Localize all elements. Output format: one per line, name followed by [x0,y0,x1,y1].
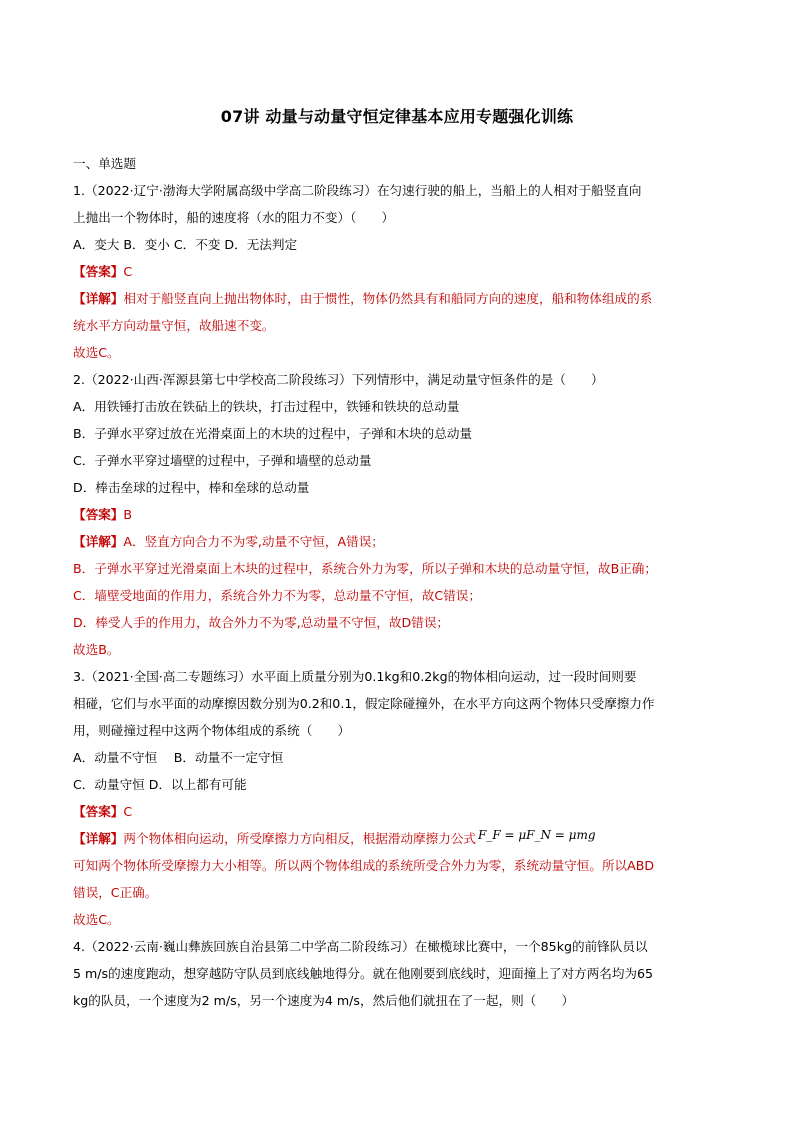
question-options-line: A．用铁锤打击放在铁砧上的铁块，打击过程中，铁锤和铁块的总动量 [73,399,460,414]
question-stem-line: 上抛出一个物体时，船的速度将（水的阻力不变）（ ） [73,210,395,225]
detail-line [73,528,733,555]
question-stem-line: 用，则碰撞过程中这两个物体组成的系统（ ） [73,723,351,738]
conclusion-line: 故选C。 [73,345,120,360]
detail-text: 两个物体相向运动，所受摩擦力方向相反，根据滑动摩擦力公式 [123,831,476,846]
question-options-line: C．动量守恒 D．以上都有可能 [73,777,247,792]
detail-line [73,825,733,852]
question-options-line: A．变大 B．变小 C．不变 D．无法判定 [73,237,298,252]
detail-line: 错误，C正确。 [73,885,158,900]
answer-label: 【答案】 [73,507,124,522]
question-1 [73,177,733,366]
question-options-line: C．子弹水平穿过墙壁的过程中，子弹和墙壁的总动量 [73,453,372,468]
detail-label: 【详解】 [73,291,124,306]
answer-line [73,798,733,825]
document-title: 07讲 动量与动量守恒定律基本应用专题强化训练 [220,107,574,126]
question-options-line: B．子弹水平穿过放在光滑桌面上的木块的过程中，子弹和木块的总动量 [73,426,473,441]
question-stem-line: 5 m/s的速度跑动，想穿越防守队员到底线触地得分。就在他刚要到底线时，迎面撞上了对方两名均为65 [73,966,654,981]
detail-label: 【详解】 [73,534,124,549]
answer-line [73,501,733,528]
detail-line: 可知两个物体所受摩擦力大小相等。所以两个物体组成的系统所受合外力为零，系统动量守恒。所以ABD [73,858,655,873]
detail-line [73,285,733,312]
answer-value: C [123,804,133,819]
question-stem-line: 相碰，它们与水平面的动摩擦因数分别为0.2和0.1，假定除碰撞外，在水平方向这两个物体只受摩擦力作 [73,696,655,711]
question-3 [73,663,733,933]
detail-label: 【详解】 [73,831,124,846]
detail-text: A．竖直方向合力不为零,动量不守恒，A错误； [123,534,384,549]
question-options-line: D．棒击垒球的过程中，棒和垒球的总动量 [73,480,310,495]
answer-value: B [123,507,133,522]
detail-line: C．墙壁受地面的作用力，系统合外力不为零，总动量不守恒，故C错误； [73,588,481,603]
question-options-line: A．动量不守恒 B．动量不一定守恒 [73,750,284,765]
question-2 [73,366,733,663]
answer-label: 【答案】 [73,804,124,819]
answer-line [73,258,733,285]
question-stem-line: 2.（2022·山西·浑源县第七中学校高二阶段练习）下列情形中，满足动量守恒条件的是（ ） [73,372,604,387]
question-stem-line: 1.（2022·辽宁·渤海大学附属高级中学高二阶段练习）在匀速行驶的船上，当船上的人相对于船竖直向 [73,183,642,198]
answer-value: C [123,264,133,279]
detail-line: 统水平方向动量守恒，故船速不变。 [73,318,275,333]
detail-line: D．棒受人手的作用力，故合外力不为零,总动量不守恒，故D错误； [73,615,450,630]
document-body [73,150,733,1014]
question-stem-line: 4.（2022·云南·巍山彝族回族自治县第二中学高二阶段练习）在橄榄球比赛中，一个85kg的前锋队员以 [73,939,648,954]
conclusion-line: 故选B。 [73,642,120,657]
question-stem-line: 3.（2021·全国·高二专题练习）水平面上质量分别为0.1kg和0.2kg的物体相向运动，过一段时间则要 [73,669,637,684]
friction-formula: F_F = μF_N = μmg [478,828,596,842]
detail-text: 相对于船竖直向上抛出物体时，由于惯性，物体仍然具有和船同方向的速度，船和物体组成的系 [123,291,653,306]
question-stem-line: kg的队员，一个速度为2 m/s，另一个速度为4 m/s，然后他们就扭在了一起，则（ ） [73,993,575,1008]
section-heading: 一、单选题 [73,156,136,171]
answer-label: 【答案】 [73,264,124,279]
conclusion-line: 故选C。 [73,912,120,927]
detail-line: B．子弹水平穿过光滑桌面上木块的过程中，系统合外力为零，所以子弹和木块的总动量守恒，故B正确； [73,561,657,576]
question-4 [73,933,733,1014]
